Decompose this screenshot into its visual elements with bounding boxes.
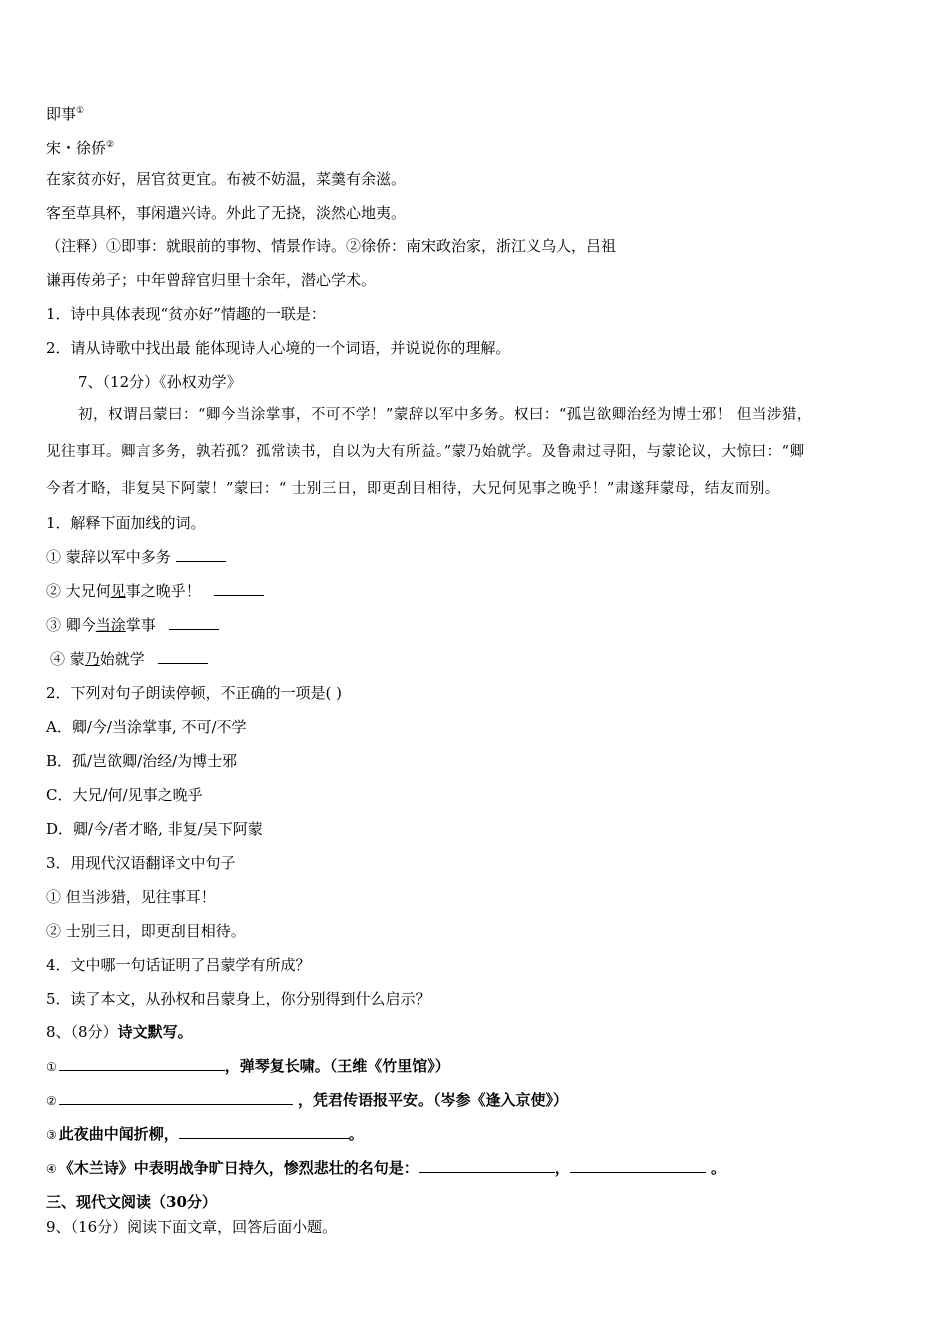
answer-blank[interactable] xyxy=(419,1158,555,1173)
passage-line: 今者才略，非复吴下阿蒙！”蒙曰：“ 士别三日，即更刮目相待，大兄何见事之晚乎！”肃遂拜蒙母，结友而别。 xyxy=(46,481,780,497)
word-item-target: 当涂 xyxy=(95,616,126,634)
word-item-text: 以军中多务 xyxy=(95,548,171,566)
word-item xyxy=(50,649,208,669)
q7-heading: 7、（12分）《孙权劝学》 xyxy=(78,373,242,391)
option-a[interactable]: A．卿/今/当涂掌事, 不可/不学 xyxy=(46,718,247,736)
sub-question: 3．用现代汉语翻译文中句子 xyxy=(46,854,236,872)
word-item xyxy=(46,615,219,635)
recite-item xyxy=(46,1056,450,1077)
recite-text: 。 xyxy=(348,1125,364,1143)
recite-item xyxy=(46,1158,726,1179)
q8-heading-prefix: 8、（8分） xyxy=(46,1023,118,1041)
recite-text: 《木兰诗》中表明战争旷日持久，惨烈悲壮的名句是： xyxy=(58,1159,419,1177)
word-item-text: 事之晚乎！ xyxy=(125,582,201,600)
poem-author-text: 宋・徐侨 xyxy=(46,139,107,157)
option-d[interactable]: D．卿/今/者才略, 非复/吴下阿蒙 xyxy=(46,820,263,838)
question: 2．请从诗歌中找出最 能体现诗人心境的一个词语，并说说你的理解。 xyxy=(46,339,511,357)
recite-text: 。 xyxy=(711,1159,727,1177)
footnote-marker: ① xyxy=(76,106,85,116)
recite-text: ，凭君传语报平安。（岑参《逢入京使》） xyxy=(298,1091,569,1109)
item-number: ④ xyxy=(46,1162,57,1176)
footnote-marker: ② xyxy=(106,140,115,150)
poem-note: （注释）①即事：就眼前的事物、情景作诗。②徐侨：南宋政治家，浙江义乌人，吕祖 xyxy=(46,237,617,255)
recite-text: ， xyxy=(554,1159,570,1177)
answer-blank[interactable] xyxy=(169,615,219,630)
translate-item: ② 士别三日，即更刮目相待。 xyxy=(46,922,246,940)
q8-heading xyxy=(46,1022,193,1042)
recite-text: ，弹琴复长啸。（王维《竹里馆》） xyxy=(224,1057,450,1075)
answer-blank[interactable] xyxy=(214,581,264,596)
sub-question: 4．文中哪一句话证明了吕蒙学有所成？ xyxy=(46,956,311,974)
q9-heading: 9、（16分）阅读下面文章，回答后面小题。 xyxy=(46,1218,338,1236)
passage-line: 见往事耳。卿言多务，孰若孤？孤常读书，自以为大有所益。”蒙乃始就学。及鲁肃过寻阳，与蒙论议，大惊曰：“卿 xyxy=(46,444,805,460)
word-item-text: ① 蒙 xyxy=(46,548,81,566)
poem-author xyxy=(46,135,114,158)
recite-item xyxy=(46,1124,364,1145)
answer-blank[interactable] xyxy=(59,1090,293,1105)
answer-blank[interactable] xyxy=(179,1124,349,1139)
word-item-text: ③ 卿今 xyxy=(46,616,96,634)
poem-line: 客至草具杯，事闲遣兴诗。外此了无挠，淡然心地夷。 xyxy=(46,204,407,222)
translate-item: ① 但当涉猎，见往事耳！ xyxy=(46,888,216,906)
word-item-text: ② 大兄何 xyxy=(46,582,111,600)
item-number: ② xyxy=(46,1094,57,1108)
recite-item xyxy=(46,1090,568,1111)
recite-text: 此夜曲中闻折柳， xyxy=(58,1125,179,1143)
passage-line: 初，权谓吕蒙曰：“卿今当涂掌事，不可不学！”蒙辞以军中多务。权曰：“孤岂欲卿治经为博士邪！ 但当涉猎， xyxy=(78,407,812,423)
word-item-target: 辞 xyxy=(80,548,96,566)
word-item-text: ④ 蒙 xyxy=(50,650,85,668)
word-item-text: 始就学 xyxy=(99,650,145,668)
question: 1．诗中具体表现“贫亦好”情趣的一联是： xyxy=(46,305,326,323)
item-number: ① xyxy=(46,1060,57,1074)
sub-question: 1．解释下面加线的词。 xyxy=(46,514,206,532)
answer-blank[interactable] xyxy=(59,1056,225,1071)
poem-note: 谦再传弟子；中年曾辞官归里十余年，潜心学术。 xyxy=(46,271,377,289)
option-b[interactable]: B．孤/岂欲卿/治经/为博士邪 xyxy=(46,752,238,770)
word-item-target: 乃 xyxy=(84,650,100,668)
word-item xyxy=(46,581,264,601)
word-item xyxy=(46,547,226,567)
answer-blank[interactable] xyxy=(176,547,226,562)
option-c[interactable]: C．大兄/何/见事之晚乎 xyxy=(46,786,203,804)
sub-question: 5．读了本文，从孙权和吕蒙身上，你分别得到什么启示？ xyxy=(46,990,431,1008)
q8-heading-title: 诗文默写。 xyxy=(117,1023,193,1041)
word-item-text: 掌事 xyxy=(125,616,156,634)
answer-blank[interactable] xyxy=(158,649,208,664)
word-item-target: 见 xyxy=(110,582,126,600)
poem-title-text: 即事 xyxy=(46,105,77,123)
section-heading: 三、现代文阅读（30分） xyxy=(46,1193,217,1211)
poem-line: 在家贫亦好，居官贫更宜。布被不妨温，菜羹有余滋。 xyxy=(46,170,407,188)
poem-title xyxy=(46,101,84,124)
answer-blank[interactable] xyxy=(570,1158,706,1173)
item-number: ③ xyxy=(46,1128,57,1142)
sub-question: 2．下列对句子朗读停顿，不正确的一项是( ) xyxy=(46,684,343,702)
